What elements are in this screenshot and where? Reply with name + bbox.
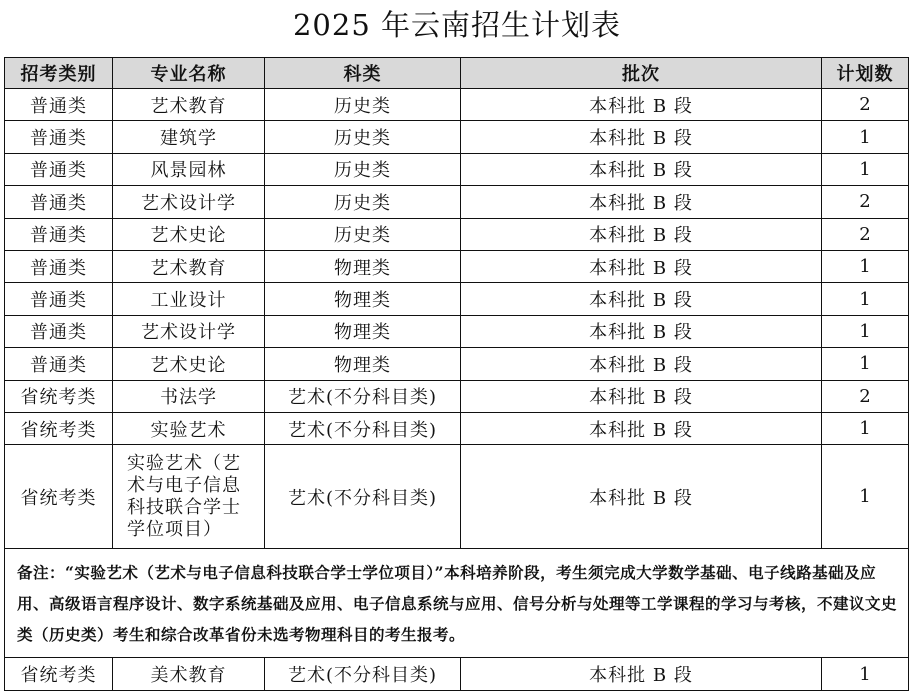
- cell-category: 普通类: [5, 153, 113, 185]
- cell-subject: 历史类: [265, 218, 461, 250]
- cell-batch: 本科批 B 段: [461, 658, 822, 691]
- cell-subject: 物理类: [265, 283, 461, 315]
- cell-count: 1: [822, 250, 909, 282]
- cell-subject: 物理类: [265, 348, 461, 380]
- cell-batch: 本科批 B 段: [461, 315, 822, 347]
- cell-major: 书法学: [113, 380, 265, 412]
- cell-subject: 历史类: [265, 186, 461, 218]
- header-count: 计划数: [822, 58, 909, 89]
- cell-major: 艺术教育: [113, 250, 265, 282]
- cell-count: 1: [822, 283, 909, 315]
- cell-subject: 物理类: [265, 315, 461, 347]
- cell-batch: 本科批 B 段: [461, 89, 822, 121]
- cell-batch: 本科批 B 段: [461, 283, 822, 315]
- cell-batch: 本科批 B 段: [461, 445, 822, 549]
- table-row-special: [5, 445, 909, 549]
- remark-note: 备注：“实验艺术（艺术与电子信息科技联合学士学位项目）”本科培养阶段，考生须完成大学数学基础、电子线路基础及应用、高级语言程序设计、数字系统基础及应用、电子信息系统与应用、信号分析与处理等工学课程的学习与考核，不建议文史类（历史类）考生和综合改革省份未选考物理科目的考生报考。: [5, 549, 909, 658]
- table-row: [5, 218, 909, 250]
- table-row: [5, 153, 909, 185]
- cell-subject: 历史类: [265, 89, 461, 121]
- cell-count: 1: [822, 153, 909, 185]
- cell-count: 1: [822, 121, 909, 153]
- cell-major: 实验艺术（艺术与电子信息科技联合学士学位项目）: [113, 445, 265, 549]
- cell-subject: 艺术(不分科目类): [265, 412, 461, 444]
- cell-category: 普通类: [5, 121, 113, 153]
- table-body: [5, 89, 909, 691]
- cell-major: 艺术教育: [113, 89, 265, 121]
- cell-batch: 本科批 B 段: [461, 380, 822, 412]
- header-category: 招考类别: [5, 58, 113, 89]
- cell-category: 普通类: [5, 218, 113, 250]
- header-major: 专业名称: [113, 58, 265, 89]
- cell-batch: 本科批 B 段: [461, 121, 822, 153]
- cell-major: 风景园林: [113, 153, 265, 185]
- cell-major: 工业设计: [113, 283, 265, 315]
- cell-batch: 本科批 B 段: [461, 186, 822, 218]
- cell-count: 2: [822, 186, 909, 218]
- cell-category: 普通类: [5, 186, 113, 218]
- cell-batch: 本科批 B 段: [461, 348, 822, 380]
- cell-batch: 本科批 B 段: [461, 250, 822, 282]
- cell-count: 1: [822, 348, 909, 380]
- cell-category: 普通类: [5, 348, 113, 380]
- table-row: [5, 348, 909, 380]
- table-row: [5, 283, 909, 315]
- table-row: [5, 412, 909, 444]
- table-note-row: [5, 549, 909, 658]
- cell-major: 艺术史论: [113, 348, 265, 380]
- cell-count: 2: [822, 218, 909, 250]
- cell-category: 普通类: [5, 315, 113, 347]
- cell-subject: 艺术(不分科目类): [265, 445, 461, 549]
- cell-subject: 艺术(不分科目类): [265, 380, 461, 412]
- table-row: [5, 315, 909, 347]
- table-row: [5, 186, 909, 218]
- cell-category: 普通类: [5, 283, 113, 315]
- cell-count: 2: [822, 380, 909, 412]
- cell-major: 实验艺术: [113, 412, 265, 444]
- table-row: [5, 380, 909, 412]
- cell-batch: 本科批 B 段: [461, 153, 822, 185]
- cell-category: 省统考类: [5, 412, 113, 444]
- header-batch: 批次: [461, 58, 822, 89]
- cell-major: 艺术史论: [113, 218, 265, 250]
- header-subject: 科类: [265, 58, 461, 89]
- cell-subject: 艺术(不分科目类): [265, 658, 461, 691]
- page-title: 2025 年云南招生计划表: [292, 8, 622, 42]
- table-header-row: [5, 58, 909, 89]
- cell-count: 1: [822, 412, 909, 444]
- cell-count: 1: [822, 445, 909, 549]
- cell-category: 省统考类: [5, 658, 113, 691]
- cell-category: 省统考类: [5, 445, 113, 549]
- cell-subject: 物理类: [265, 250, 461, 282]
- table-row: [5, 121, 909, 153]
- cell-major: 艺术设计学: [113, 315, 265, 347]
- cell-count: 1: [822, 315, 909, 347]
- cell-major: 艺术设计学: [113, 186, 265, 218]
- cell-major: 建筑学: [113, 121, 265, 153]
- cell-category: 省统考类: [5, 380, 113, 412]
- enrollment-plan-table: [4, 57, 909, 691]
- cell-count: 1: [822, 658, 909, 691]
- cell-batch: 本科批 B 段: [461, 412, 822, 444]
- cell-subject: 历史类: [265, 121, 461, 153]
- table-row: [5, 89, 909, 121]
- cell-batch: 本科批 B 段: [461, 218, 822, 250]
- table-row: [5, 250, 909, 282]
- cell-category: 普通类: [5, 89, 113, 121]
- cell-major: 美术教育: [113, 658, 265, 691]
- table-row-last: [5, 658, 909, 691]
- cell-category: 普通类: [5, 250, 113, 282]
- cell-subject: 历史类: [265, 153, 461, 185]
- cell-count: 2: [822, 89, 909, 121]
